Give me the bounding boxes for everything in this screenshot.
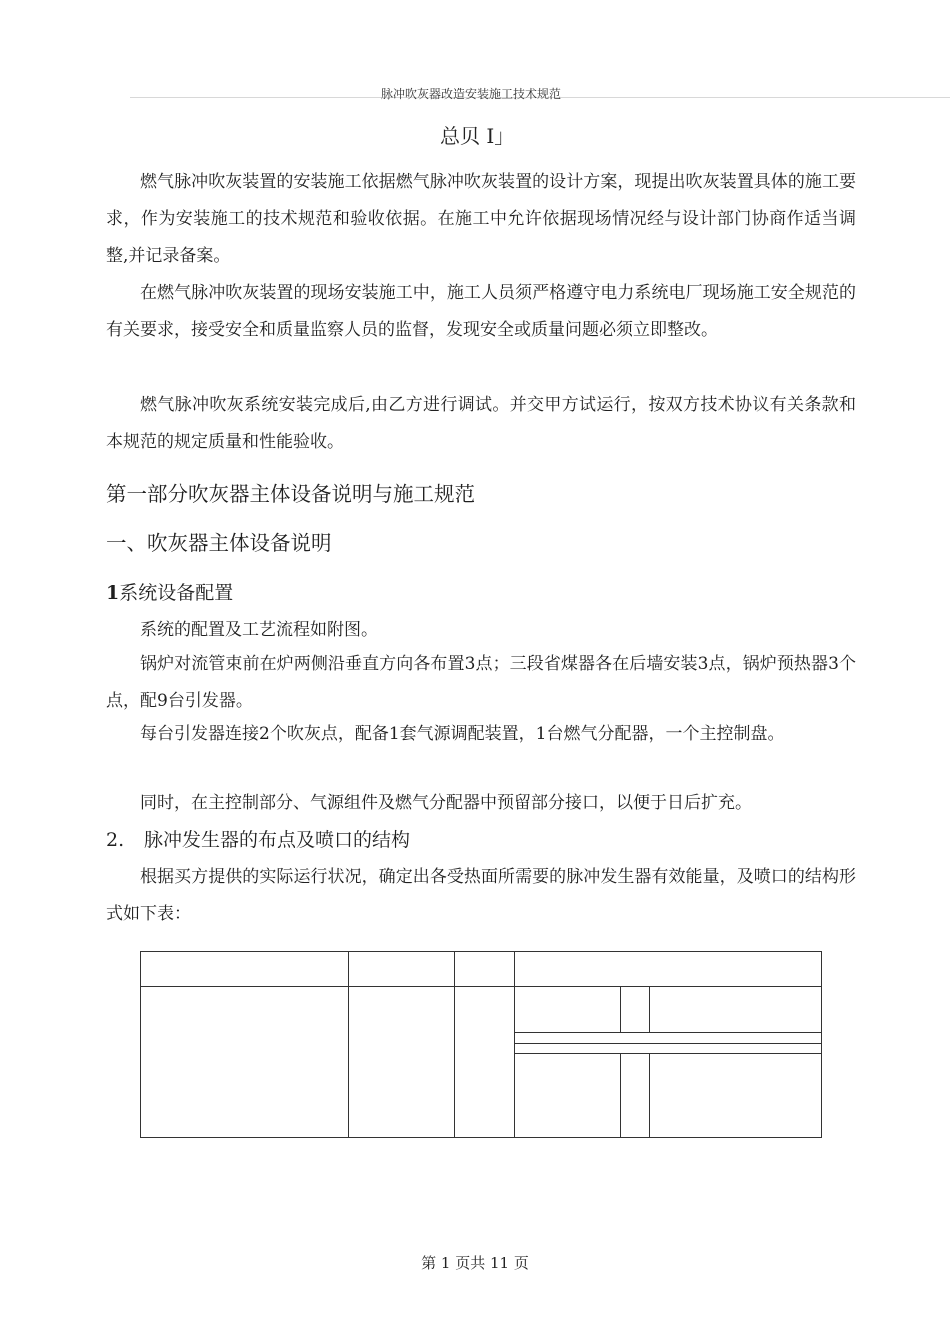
subsection-2-title: 脉冲发生器的布点及喷口的结构 xyxy=(144,829,411,851)
table-column-divider xyxy=(514,951,515,1138)
part-title: 第一部分吹灰器主体设备说明与施工规范 xyxy=(106,482,475,506)
intro-paragraph-3: 燃气脉冲吹灰系统安装完成后,由乙方进行调试。并交甲方试运行，按双方技术协议有关条款和本规范的规定质量和性能验收。 xyxy=(106,395,856,452)
table-row-divider xyxy=(514,1032,822,1033)
table-row-divider xyxy=(514,1043,822,1044)
sub1-paragraph-2: 锅炉对流管束前在炉两侧沿垂直方向各布置3点；三段省煤器各在后墙安装3点，锅炉预热器3个点，配9台引发器。 xyxy=(106,654,856,711)
table-subcolumn-divider xyxy=(620,986,621,1032)
table-subcolumn-divider xyxy=(649,986,650,1032)
table-border-top xyxy=(140,951,822,952)
intro-paragraph-1: 燃气脉冲吹灰装置的安装施工依据燃气脉冲吹灰装置的设计方案，现提出吹灰装置具体的施工要求，作为安装施工的技术规范和验收依据。在施工中允许依据现场情况经与设计部门协商作适当调整,并记录备案。 xyxy=(106,172,856,266)
subsection-1-heading xyxy=(106,578,233,608)
table-subcolumn-divider xyxy=(649,1053,650,1138)
sub2-paragraph: 根据买方提供的实际运行状况，确定出各受热面所需要的脉冲发生器有效能量，及喷口的结构形式如下表： xyxy=(106,867,856,924)
subsection-2-heading xyxy=(106,825,410,855)
sub1-paragraph-1: 系统的配置及工艺流程如附图。 xyxy=(140,620,378,640)
page-footer: 第 1 页共 11 页 xyxy=(421,1254,529,1272)
sub1-paragraph-3: 每台引发器连接2个吹灰点，配备1套气源调配装置，1台燃气分配器，一个主控制盘。 xyxy=(140,724,785,744)
subsection-1-number: 1 xyxy=(106,582,120,604)
running-header: 脉冲吹灰器改造安装施工技术规范 xyxy=(381,87,562,101)
intro-paragraph-2: 在燃气脉冲吹灰装置的现场安装施工中，施工人员须严格遵守电力系统电厂现场施工安全规范的有关要求，接受安全和质量监察人员的监督，发现安全或质量问题必须立即整改。 xyxy=(106,283,856,340)
table-border-right xyxy=(821,951,822,1138)
table-column-divider xyxy=(454,951,455,1138)
table-border-left xyxy=(140,951,141,1138)
sub1-paragraph-4: 同时，在主控制部分、气源组件及燃气分配器中预留部分接口，以便于日后扩充。 xyxy=(140,793,752,813)
table-row-divider xyxy=(514,1053,822,1054)
table-header-divider xyxy=(140,986,822,987)
page-subtitle: 总贝 I」 xyxy=(440,124,515,148)
table-subcolumn-divider xyxy=(620,1053,621,1138)
table-border-bottom xyxy=(140,1137,822,1138)
subsection-1-title: 系统设备配置 xyxy=(119,582,234,604)
subsection-2-number: 2. xyxy=(106,829,125,851)
section-title: 一、吹灰器主体设备说明 xyxy=(106,531,332,555)
table-column-divider xyxy=(348,951,349,1138)
